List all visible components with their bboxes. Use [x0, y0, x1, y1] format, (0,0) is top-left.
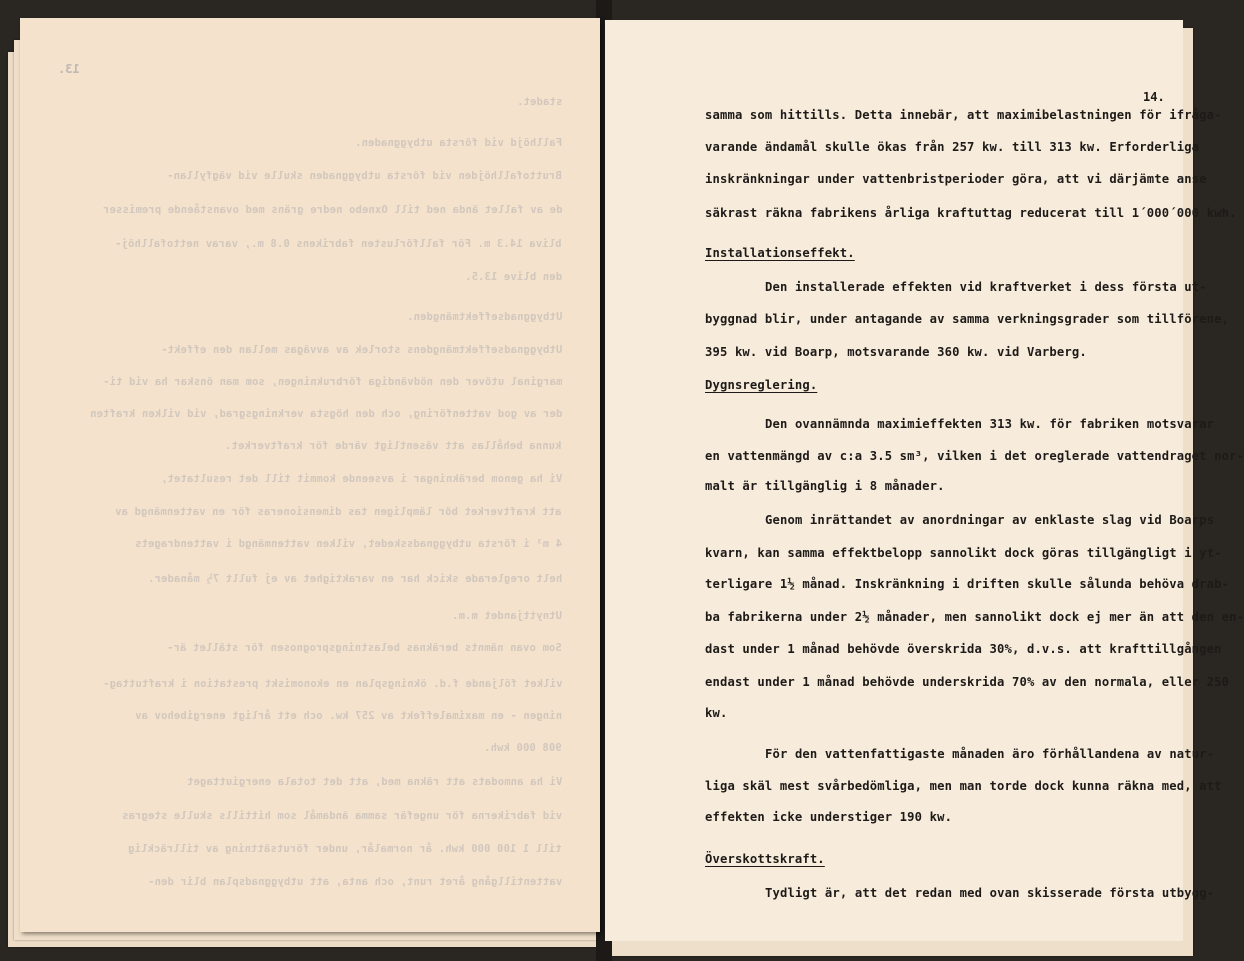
- body-line: malt är tillgänglig i 8 månader.: [705, 479, 945, 493]
- right-page-number: 14.: [1143, 90, 1165, 104]
- left-ghost-line: Bruttofallhöjden vid första utbyggnaden skulle vid vägfyllan-: [167, 170, 562, 182]
- left-ghost-line: Utnyttjandet m.m.: [451, 610, 562, 622]
- body-line: kw.: [705, 706, 728, 720]
- body-line: samma som hittills. Detta innebär, att maximibelastningen för ifråga-: [705, 108, 1222, 122]
- left-ghost-line: Som ovan nämnts beräknas belastningsprognosen för stället är-: [167, 642, 562, 654]
- left-ghost-line: vilket följande f.d. ökningsplan en ekonomiskt prestation i kraftuttag-: [102, 678, 562, 690]
- left-ghost-line: 4 m³ i första utbyggnadsskedet, vilken vattenmängd i vattendragets: [134, 538, 562, 550]
- left-ghost-line: ningen - en maximaleffekt av 257 kw. och ett årligt energibehov av: [134, 710, 562, 722]
- left-ghost-line: kunna behållas att väsentligt värde för kraftverket.: [225, 440, 562, 452]
- left-ghost-line: Vi ha genom beräkningar i avseende kommit till det resultatet,: [160, 473, 562, 485]
- left-ghost-line: Utbyggnadseffektmängdens storlek av avvägas mellan den effekt-: [160, 344, 562, 356]
- left-ghost-line: der av god vattenföring, och den högsta verkningsgrad, vid vilken kraften: [89, 408, 562, 420]
- body-line: säkrast räkna fabrikens årliga kraftuttag reducerat till 1´000´000 kwh.: [705, 206, 1237, 220]
- body-line: en vattenmängd av c:a 3.5 sm³, vilken i det oreglerade vattendraget nor-: [705, 449, 1244, 463]
- body-line: effekten icke understiger 190 kw.: [705, 810, 953, 824]
- body-line: För den vattenfattigaste månaden äro förhållandena av natur-: [765, 747, 1215, 761]
- body-line: inskränkningar under vattenbristperioder göra, att vi därjämte anse: [705, 172, 1207, 186]
- left-ghost-line: att kraftverket bör lämpligen tas dimensioneras för en vattenmängd av: [115, 506, 562, 518]
- left-page: [20, 18, 600, 932]
- body-line: Tydligt är, att det redan med ovan skisserade första utbygg-: [765, 886, 1215, 900]
- body-line: varande ändamål skulle ökas från 257 kw. till 313 kw. Erforderliga: [705, 140, 1200, 154]
- section-heading: Installationseffekt.: [705, 246, 855, 260]
- left-ghost-line: Fallhöjd vid första utbyggnaden.: [354, 137, 562, 149]
- right-page: [605, 20, 1244, 941]
- left-ghost-line: bliva 14.3 m. För fallförlusten fabrikens 0.8 m., varav nettofallhöj-: [115, 238, 562, 250]
- left-ghost-line: 908 000 kwh.: [484, 742, 562, 754]
- left-ghost-line: till 1 100 000 kwh. år normalår, under förutsättning av tillräcklig: [128, 843, 562, 855]
- body-line: endast under 1 månad behövde underskrida 70% av den normala, eller 250: [705, 675, 1230, 689]
- left-ghost-line: Utbyggnadseffektmängden.: [406, 311, 562, 323]
- body-line: 395 kw. vid Boarp, motsvarande 360 kw. vid Varberg.: [705, 345, 1087, 359]
- body-line: Den installerade effekten vid kraftverket i dess första ut-: [765, 280, 1207, 294]
- body-line: kvarn, kan samma effektbelopp sannolikt dock göras tillgängligt i yt-: [705, 546, 1222, 560]
- body-line: Genom inrättandet av anordningar av enklaste slag vid Boarps: [765, 513, 1215, 527]
- section-heading: Dygnsreglering.: [705, 378, 818, 392]
- left-ghost-line: den blive 13.5.: [464, 271, 562, 283]
- body-line: Den ovannämnda maximieffekten 313 kw. för fabriken motsvarar: [765, 417, 1215, 431]
- left-ghost-line: marginal utöver den nödvändiga förbrukningen, som man önskar ha vid ti-: [102, 376, 562, 388]
- left-ghost-line: helt oreglerade skick har en varaktighet av ej fullt 7½ månader.: [147, 573, 562, 585]
- body-line: liga skäl mest svårbedömliga, men man torde dock kunna räkna med, att: [705, 779, 1222, 793]
- left-ghost-line: stadet.: [516, 96, 562, 108]
- body-line: byggnad blir, under antagande av samma verkningsgrader som tillförene,: [705, 312, 1230, 326]
- left-page-number: 13.: [58, 62, 80, 76]
- left-ghost-line: de av fallet ända ned till Oxnebo nedre gräns med ovanstående premisser: [102, 204, 562, 216]
- body-line: ba fabrikerna under 2½ månader, men sannolikt dock ej mer än att den en-: [705, 610, 1244, 624]
- left-ghost-line: Vi ha anmodats att räkna med, att det totala energiuttaget: [186, 776, 562, 788]
- body-line: dast under 1 månad behövde överskrida 30%, d.v.s. att krafttillgången: [705, 642, 1222, 656]
- body-line: terligare 1½ månad. Inskränkning i driften skulle sålunda behöva drab-: [705, 577, 1230, 591]
- left-ghost-line: vid fabrikerna för ungefär samma ändamål som hittills skulle stegras: [121, 810, 562, 822]
- left-ghost-line: vattentillgång året runt, och anta, att utbyggnadsplan blir den-: [147, 876, 562, 888]
- section-heading: Överskottskraft.: [705, 852, 825, 866]
